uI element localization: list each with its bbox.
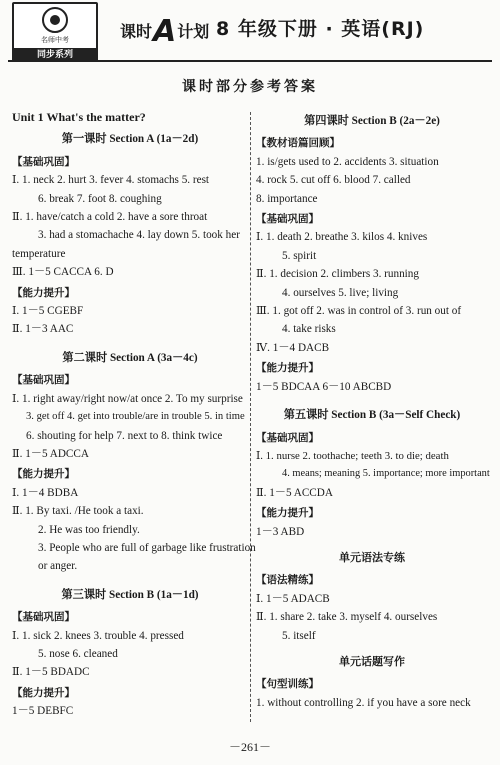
answer-line: 1. is/gets used to 2. accidents 3. situation bbox=[256, 155, 439, 168]
answer-line: 6. break 7. foot 8. coughing bbox=[38, 192, 162, 205]
answer-line: 5. nose 6. cleaned bbox=[38, 647, 118, 660]
lesson-heading: 第三课时 Section B (1a－1d) bbox=[61, 588, 199, 601]
section-heading-grammar: 单元语法专练 bbox=[339, 550, 405, 564]
section-label: 【教材语篇回顾】 bbox=[256, 137, 340, 150]
answer-line: Ⅱ. 1－5 BDADC bbox=[12, 666, 90, 679]
answer-line: Ⅱ. 1. have/catch a cold 2. have a sore throat bbox=[12, 211, 208, 224]
logo-band: 同步系列 bbox=[12, 48, 98, 62]
section-label: 【句型训练】 bbox=[256, 678, 319, 691]
page-title: 课时部分参考答案 bbox=[182, 79, 318, 95]
answer-line: Ⅰ. 1. death 2. breathe 3. kilos 4. knives bbox=[256, 231, 428, 244]
section-label: 【能力提升】 bbox=[12, 286, 75, 299]
lesson-heading: 第五课时 Section B (3a－Self Check) bbox=[283, 409, 461, 422]
section-label: 【基础巩固】 bbox=[12, 611, 75, 624]
answer-line: Ⅳ. 1－4 DACB bbox=[256, 341, 330, 354]
answer-line: Ⅰ. 1－4 BDBA bbox=[12, 486, 79, 499]
answer-line: or anger. bbox=[38, 560, 78, 573]
answer-line: Ⅲ. 1. got off 2. was in control of 3. run out of bbox=[256, 305, 462, 318]
brand-title bbox=[120, 14, 209, 49]
answer-line: 1－5 DEBFC bbox=[12, 705, 74, 718]
section-label: 【基础巩固】 bbox=[256, 213, 319, 226]
answer-line: Ⅲ. 1－5 CACCA 6. D bbox=[12, 266, 114, 279]
answer-line: 3. get off 4. get into trouble/are in trouble 5. in time bbox=[26, 411, 245, 423]
answer-line: Ⅱ. 1－5 ADCCA bbox=[12, 447, 89, 460]
lesson-heading: 第一课时 Section A (1a－2d) bbox=[61, 133, 199, 146]
answer-line: Ⅱ. 1－5 ACCDA bbox=[256, 486, 333, 499]
answer-line: temperature bbox=[12, 247, 66, 260]
answer-line: 1－5 BDCAA 6－10 ABCBD bbox=[256, 380, 392, 393]
lesson-heading: 第四课时 Section B (2a－2e) bbox=[304, 115, 440, 127]
answer-line: Ⅱ. 1. decision 2. climbers 3. running bbox=[256, 268, 419, 281]
brand-post: 计划 bbox=[177, 22, 210, 41]
answer-line: 3. had a stomachache 4. lay down 5. took her bbox=[38, 229, 240, 242]
section-label: 【基础巩固】 bbox=[12, 374, 75, 387]
section-label: 【能力提升】 bbox=[12, 686, 75, 699]
book-title: 8 年级下册 · 英语(RJ) bbox=[216, 18, 425, 40]
logo-emblem-icon bbox=[42, 7, 68, 33]
answer-line: 1－3 ABD bbox=[256, 525, 305, 538]
answer-line: 8. importance bbox=[256, 192, 318, 205]
section-label: 【能力提升】 bbox=[256, 507, 319, 520]
header-rule bbox=[8, 60, 492, 62]
left-column bbox=[12, 108, 256, 721]
column-divider bbox=[250, 112, 251, 722]
answer-line: 6. shouting for help 7. next to 8. think twice bbox=[26, 429, 223, 442]
section-label: 【语法精练】 bbox=[256, 574, 319, 587]
brand-pre: 课时 bbox=[120, 22, 153, 41]
section-label: 【基础巩固】 bbox=[12, 155, 75, 168]
answer-line: 4. ourselves 5. live; living bbox=[282, 286, 399, 299]
answer-line: Ⅱ. 1. By taxi. /He took a taxi. bbox=[12, 505, 144, 518]
answer-line: Ⅰ. 1－5 ADACB bbox=[256, 592, 330, 605]
page-number: －261－ bbox=[228, 740, 271, 754]
answer-line: Ⅰ. 1. sick 2. knees 3. trouble 4. pressed bbox=[12, 629, 184, 642]
answer-line: 5. spirit bbox=[282, 249, 317, 262]
unit-title: Unit 1 What's the matter? bbox=[12, 110, 146, 124]
answer-line: Ⅰ. 1－5 CGEBF bbox=[12, 305, 84, 318]
answer-line: Ⅰ. 1. nurse 2. toothache; teeth 3. to die; death bbox=[256, 449, 449, 462]
brand-a: A bbox=[153, 14, 177, 49]
answer-line: 4. rock 5. cut off 6. blood 7. called bbox=[256, 174, 411, 187]
section-label: 【能力提升】 bbox=[12, 468, 75, 481]
section-label: 【能力提升】 bbox=[256, 362, 319, 375]
answer-line: Ⅰ. 1. neck 2. hurt 3. fever 4. stomachs 5. rest bbox=[12, 174, 210, 187]
section-heading-writing: 单元话题写作 bbox=[339, 654, 405, 668]
lesson-heading: 第二课时 Section A (3a－4c) bbox=[62, 351, 198, 364]
section-label: 【基础巩固】 bbox=[256, 431, 319, 444]
answer-line: 5. itself bbox=[282, 629, 316, 642]
logo-caption: 名师中考 bbox=[41, 36, 69, 44]
answer-line: Ⅱ. 1－3 AAC bbox=[12, 323, 74, 336]
answer-line: Ⅱ. 1. share 2. take 3. myself 4. ourselves bbox=[256, 611, 438, 624]
answer-line: 3. People who are full of garbage like frustration bbox=[38, 541, 256, 554]
page-header bbox=[0, 0, 500, 66]
answer-line: Ⅰ. 1. right away/right now/at once 2. To my surprise bbox=[12, 392, 243, 405]
answer-line: 4. take risks bbox=[282, 323, 336, 336]
answer-line: 4. means; meaning 5. importance; more important bbox=[282, 468, 490, 480]
right-column bbox=[256, 108, 488, 712]
answer-line: 1. without controlling 2. if you have a sore neck bbox=[256, 696, 471, 709]
answer-line: 2. He was too friendly. bbox=[38, 523, 140, 536]
